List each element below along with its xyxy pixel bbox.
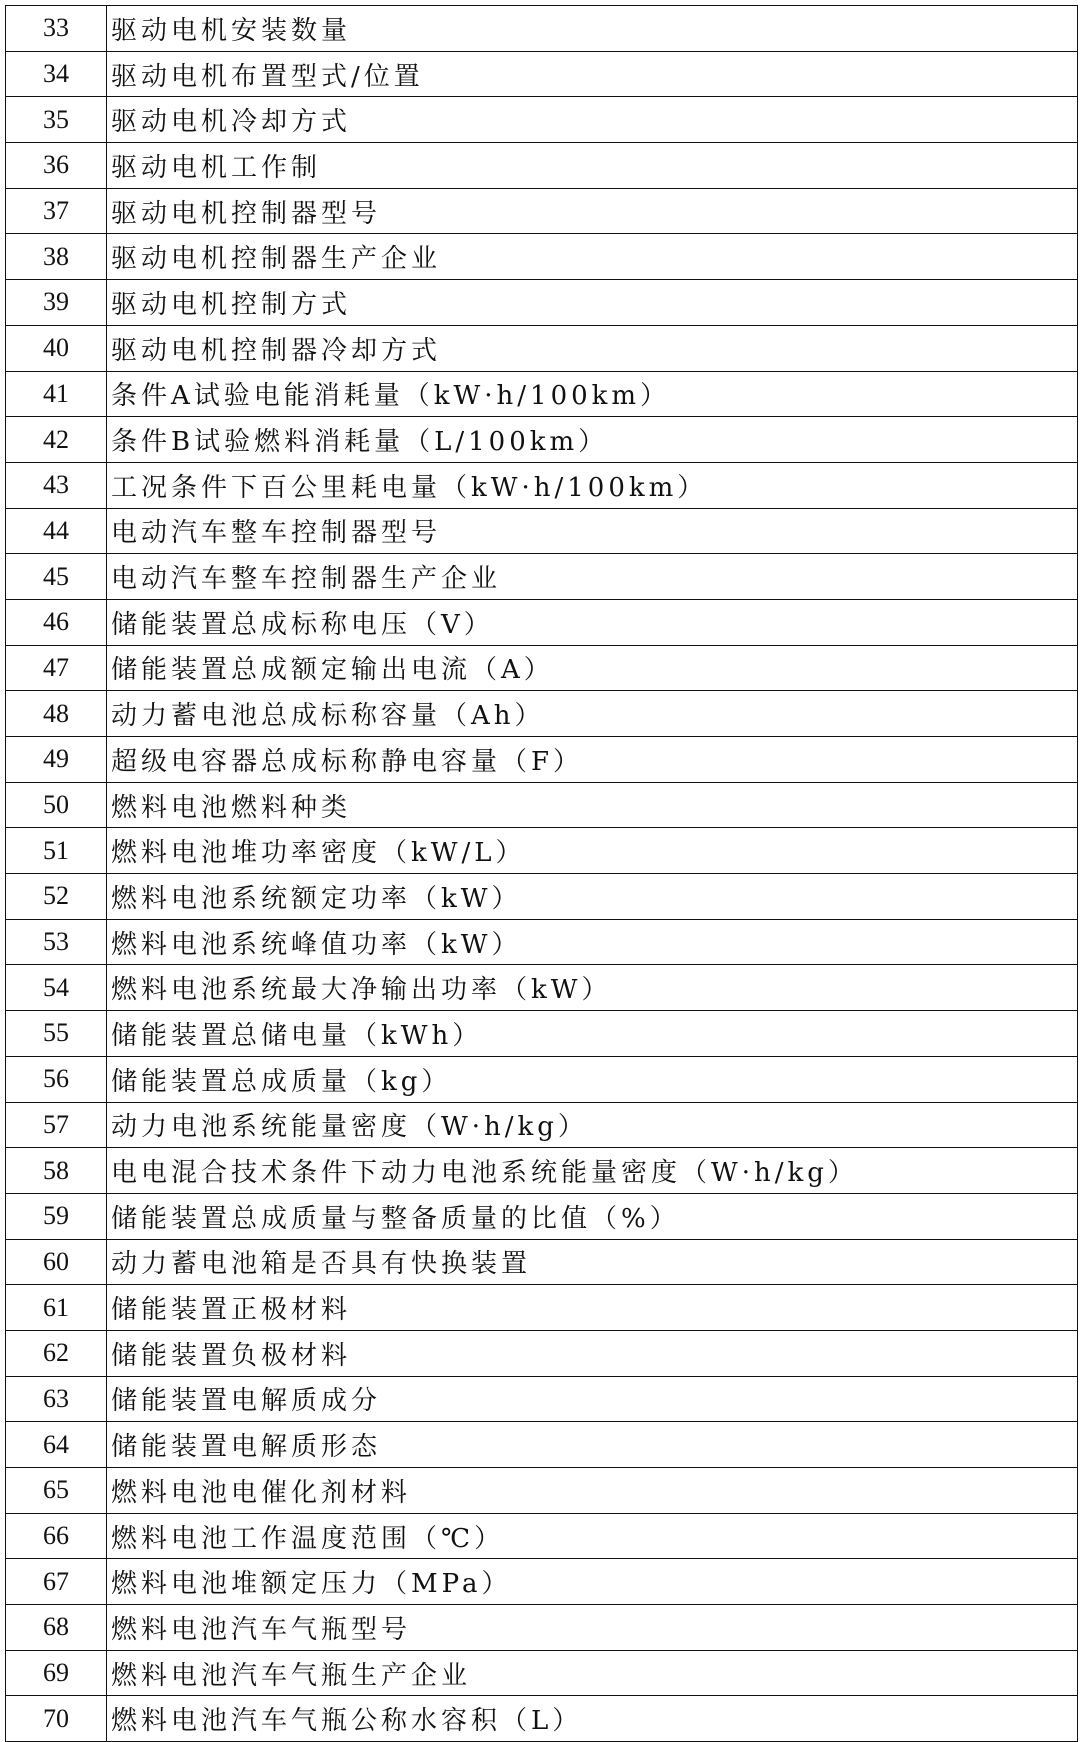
parameter-name-cell: 储能装置正极材料 [107, 1285, 1078, 1331]
table-row [6, 234, 1078, 280]
table-row [6, 1559, 1078, 1605]
parameter-name-cell: 燃料电池堆额定压力（MPa） [107, 1559, 1078, 1605]
table-row [6, 1696, 1078, 1742]
row-number-cell: 45 [6, 554, 107, 600]
parameter-name-cell: 燃料电池系统峰值功率（kW） [107, 919, 1078, 965]
table-row [6, 1285, 1078, 1331]
row-number-cell: 52 [6, 874, 107, 920]
parameter-name-cell: 条件A试验电能消耗量（kW·h/100km） [107, 371, 1078, 417]
table-row [6, 1376, 1078, 1422]
row-number-cell: 65 [6, 1468, 107, 1514]
row-number-cell: 37 [6, 188, 107, 234]
row-number-cell: 51 [6, 828, 107, 874]
parameter-name-cell: 驱动电机控制器型号 [107, 188, 1078, 234]
row-number-cell: 70 [6, 1696, 107, 1742]
table-row [6, 1102, 1078, 1148]
row-number-cell: 46 [6, 599, 107, 645]
table-row [6, 1650, 1078, 1696]
row-number-cell: 59 [6, 1193, 107, 1239]
row-number-cell: 33 [6, 6, 107, 52]
table-row [6, 554, 1078, 600]
table-row [6, 280, 1078, 326]
parameter-name-cell: 动力蓄电池箱是否具有快换装置 [107, 1239, 1078, 1285]
parameter-name-cell: 驱动电机布置型式/位置 [107, 51, 1078, 97]
parameter-name-cell: 燃料电池系统最大净输出功率（kW） [107, 965, 1078, 1011]
table-row [6, 508, 1078, 554]
parameter-name-cell: 驱动电机冷却方式 [107, 97, 1078, 143]
table-row [6, 6, 1078, 52]
row-number-cell: 38 [6, 234, 107, 280]
table-row [6, 1605, 1078, 1651]
parameter-name-cell: 燃料电池电催化剂材料 [107, 1468, 1078, 1514]
row-number-cell: 53 [6, 919, 107, 965]
parameter-name-cell: 储能装置总储电量（kWh） [107, 1011, 1078, 1057]
table-row [6, 599, 1078, 645]
row-number-cell: 68 [6, 1605, 107, 1651]
table-row [6, 371, 1078, 417]
table-row [6, 645, 1078, 691]
row-number-cell: 63 [6, 1376, 107, 1422]
row-number-cell: 57 [6, 1102, 107, 1148]
row-number-cell: 50 [6, 782, 107, 828]
row-number-cell: 58 [6, 1148, 107, 1194]
row-number-cell: 64 [6, 1422, 107, 1468]
table-row [6, 1468, 1078, 1514]
parameter-name-cell: 储能装置总成额定输出电流（A） [107, 645, 1078, 691]
table-row [6, 1011, 1078, 1057]
parameter-name-cell: 储能装置负极材料 [107, 1330, 1078, 1376]
parameter-name-cell: 储能装置电解质形态 [107, 1422, 1078, 1468]
table-row [6, 874, 1078, 920]
parameter-name-cell: 燃料电池燃料种类 [107, 782, 1078, 828]
row-number-cell: 42 [6, 417, 107, 463]
row-number-cell: 39 [6, 280, 107, 326]
parameter-name-cell: 动力电池系统能量密度（W·h/kg） [107, 1102, 1078, 1148]
parameter-name-cell: 驱动电机工作制 [107, 143, 1078, 189]
row-number-cell: 44 [6, 508, 107, 554]
table-row [6, 462, 1078, 508]
parameter-name-cell: 储能装置电解质成分 [107, 1376, 1078, 1422]
row-number-cell: 61 [6, 1285, 107, 1331]
row-number-cell: 56 [6, 1056, 107, 1102]
row-number-cell: 40 [6, 325, 107, 371]
parameter-name-cell: 驱动电机控制器生产企业 [107, 234, 1078, 280]
parameter-name-cell: 燃料电池汽车气瓶型号 [107, 1605, 1078, 1651]
parameter-name-cell: 条件B试验燃料消耗量（L/100km） [107, 417, 1078, 463]
row-number-cell: 41 [6, 371, 107, 417]
table-row [6, 417, 1078, 463]
parameter-name-cell: 驱动电机控制方式 [107, 280, 1078, 326]
table-row [6, 1148, 1078, 1194]
row-number-cell: 60 [6, 1239, 107, 1285]
parameter-name-cell: 电动汽车整车控制器生产企业 [107, 554, 1078, 600]
table-row [6, 782, 1078, 828]
parameter-name-cell: 工况条件下百公里耗电量（kW·h/100km） [107, 462, 1078, 508]
row-number-cell: 67 [6, 1559, 107, 1605]
table-row [6, 1193, 1078, 1239]
parameter-name-cell: 燃料电池系统额定功率（kW） [107, 874, 1078, 920]
row-number-cell: 36 [6, 143, 107, 189]
table-row [6, 325, 1078, 371]
table-row [6, 1513, 1078, 1559]
parameter-table [5, 5, 1078, 1742]
table-row [6, 737, 1078, 783]
row-number-cell: 62 [6, 1330, 107, 1376]
parameter-name-cell: 电电混合技术条件下动力电池系统能量密度（W·h/kg） [107, 1148, 1078, 1194]
parameter-name-cell: 电动汽车整车控制器型号 [107, 508, 1078, 554]
table-row [6, 1056, 1078, 1102]
row-number-cell: 47 [6, 645, 107, 691]
row-number-cell: 35 [6, 97, 107, 143]
table-row [6, 1330, 1078, 1376]
parameter-name-cell: 储能装置总成质量与整备质量的比值（%） [107, 1193, 1078, 1239]
row-number-cell: 49 [6, 737, 107, 783]
row-number-cell: 34 [6, 51, 107, 97]
row-number-cell: 69 [6, 1650, 107, 1696]
parameter-name-cell: 燃料电池汽车气瓶生产企业 [107, 1650, 1078, 1696]
parameter-name-cell: 超级电容器总成标称静电容量（F） [107, 737, 1078, 783]
table-row [6, 1239, 1078, 1285]
parameter-name-cell: 燃料电池堆功率密度（kW/L） [107, 828, 1078, 874]
table-row [6, 965, 1078, 1011]
table-row [6, 1422, 1078, 1468]
table-row [6, 919, 1078, 965]
table-row [6, 51, 1078, 97]
parameter-table-body [6, 6, 1078, 1742]
row-number-cell: 43 [6, 462, 107, 508]
row-number-cell: 66 [6, 1513, 107, 1559]
table-row [6, 97, 1078, 143]
table-row [6, 143, 1078, 189]
parameter-name-cell: 驱动电机控制器冷却方式 [107, 325, 1078, 371]
table-row [6, 828, 1078, 874]
row-number-cell: 55 [6, 1011, 107, 1057]
parameter-name-cell: 驱动电机安装数量 [107, 6, 1078, 52]
parameter-name-cell: 储能装置总成质量（kg） [107, 1056, 1078, 1102]
row-number-cell: 54 [6, 965, 107, 1011]
parameter-name-cell: 动力蓄电池总成标称容量（Ah） [107, 691, 1078, 737]
parameter-name-cell: 燃料电池工作温度范围（℃） [107, 1513, 1078, 1559]
table-row [6, 188, 1078, 234]
parameter-name-cell: 储能装置总成标称电压（V） [107, 599, 1078, 645]
parameter-name-cell: 燃料电池汽车气瓶公称水容积（L） [107, 1696, 1078, 1742]
table-row [6, 691, 1078, 737]
row-number-cell: 48 [6, 691, 107, 737]
